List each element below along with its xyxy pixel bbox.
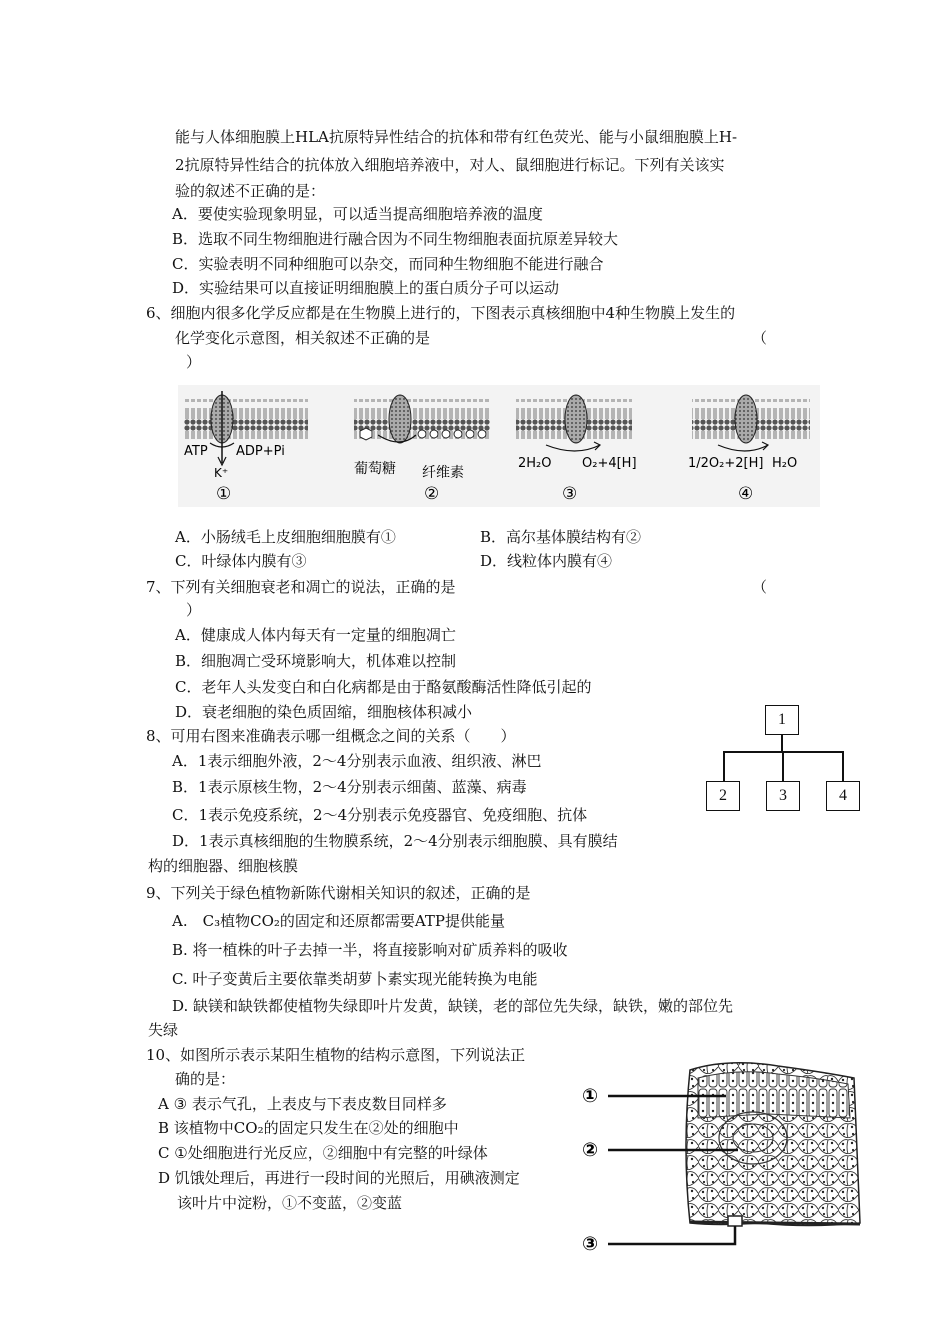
q5-line-3: 验的叙述不正确的是： (175, 182, 326, 200)
q10-option-d-cont: 该叶片中淀粉，①不变蓝，②变蓝 (177, 1194, 403, 1212)
q6-stem-line-1: 6、细胞内很多化学反应都是在生物膜上进行的，下图表示真核细胞中4种生物膜上发生的 (146, 304, 736, 322)
m2-glucose-label: 葡萄糖 (354, 461, 396, 477)
q8-option-d: D．1表示真核细胞的生物膜系统，2～4分别表示细胞膜、具有膜结 (172, 832, 618, 850)
leaf-label-1: ① (582, 1085, 599, 1107)
q6-option-a: A．小肠绒毛上皮细胞细胞膜有① (175, 528, 396, 546)
q6-stem-line-2: 化学变化示意图，相关叙述不正确的是 (175, 329, 431, 347)
q7-paren-open: （ (752, 578, 768, 596)
q8-option-c: C．1表示免疫系统，2～4分别表示免疫器官、免疫细胞、抗体 (172, 806, 588, 824)
q9-stem: 9、下列关于绿色植物新陈代谢相关知识的叙述，正确的是 (146, 884, 531, 902)
q10-stem-line-1: 10、如图所示表示某阳生植物的结构示意图，下列说法正 (146, 1046, 526, 1064)
q8-option-b: B．1表示原核生物，2～4分别表示细菌、蓝藻、病毒 (172, 778, 527, 796)
m1-atp-label: ATP (184, 444, 208, 459)
q7-option-c: C．老年人头发变白和白化病都是由于酪氨酸酶活性降低引起的 (175, 678, 592, 696)
q7-option-d: D．衰老细胞的染色质固缩，细胞核体积减小 (175, 703, 473, 721)
q5-line-2: 2抗原特异性结合的抗体放入细胞培养液中，对人、鼠细胞进行标记。下列有关该实 (175, 156, 725, 174)
q5-option-a: A．要使实验现象明显，可以适当提高细胞培养液的温度 (172, 205, 543, 223)
m2-number: ② (424, 484, 440, 504)
q9-option-c: C. 叶子变黄后主要依靠类胡萝卜素实现光能转换为电能 (172, 970, 538, 988)
q10-option-a: A ③ 表示气孔，上表皮与下表皮数目同样多 (158, 1095, 447, 1113)
q5-option-d: D．实验结果可以直接证明细胞膜上的蛋白质分子可以运动 (172, 279, 560, 297)
m3-oxygen-label: O₂+4[H] (582, 456, 637, 471)
m1-adp-label: ADP+Pi (236, 444, 285, 459)
q9-option-d-cont: 失绿 (148, 1021, 179, 1039)
q8-option-d-cont: 构的细胞器、细胞核膜 (148, 857, 299, 875)
q10-option-b: B 该植物中CO₂的固定只发生在②处的细胞中 (158, 1119, 459, 1137)
m3-number: ③ (562, 484, 578, 504)
m4-reactant-label: 1/2O₂+2[H] (688, 456, 764, 471)
q8-stem: 8、可用右图来准确表示哪一组概念之间的关系（ ） (146, 727, 516, 745)
q10-option-d: D 饥饿处理后，再进行一段时间的光照后，用碘液测定 (158, 1169, 520, 1187)
m2-cellulose-label: 纤维素 (422, 465, 464, 481)
m1-number: ① (216, 484, 232, 504)
q6-option-d: D．线粒体内膜有④ (480, 552, 613, 570)
m3-water-label: 2H₂O (518, 456, 552, 471)
q8-option-a: A．1表示细胞外液，2～4分别表示血液、组织液、淋巴 (172, 752, 542, 770)
leaf-label-2: ② (582, 1139, 599, 1161)
q6-option-c: C．叶绿体内膜有③ (175, 552, 307, 570)
q6-paren-open: （ (752, 329, 768, 347)
concept-box-1: 1 (765, 705, 799, 735)
m1-k-label: K⁺ (214, 466, 229, 480)
m4-water-label: H₂O (772, 456, 798, 471)
q6-option-b: B．高尔基体膜结构有② (480, 528, 642, 546)
q6-membrane-figure (178, 385, 820, 507)
concept-box-3: 3 (766, 781, 800, 811)
q7-option-a: A．健康成人体内每天有一定量的细胞凋亡 (175, 626, 456, 644)
q7-paren-close: ） (186, 601, 202, 619)
q9-option-b: B. 将一植株的叶子去掉一半，将直接影响对矿质养料的吸收 (172, 941, 568, 959)
leaf-label-3: ③ (582, 1233, 599, 1255)
q6-paren-close: ） (186, 353, 202, 371)
leaf-section-figure (578, 1058, 868, 1258)
q5-option-c: C．实验表明不同种细胞可以杂交，而同种生物细胞不能进行融合 (172, 255, 604, 273)
q9-option-d: D. 缺镁和缺铁都使植物失绿即叶片发黄，缺镁，老的部位先失绿，缺铁，嫩的部位先 (172, 997, 734, 1015)
q7-stem: 7、下列有关细胞衰老和凋亡的说法，正确的是 (146, 578, 456, 596)
concept-box-2: 2 (706, 781, 740, 811)
q10-option-c: C ①处细胞进行光反应，②细胞中有完整的叶绿体 (158, 1144, 488, 1162)
q5-option-b: B．选取不同生物细胞进行融合因为不同生物细胞表面抗原差异较大 (172, 230, 619, 248)
concept-box-4: 4 (826, 781, 860, 811)
q9-option-a: A. C₃植物CO₂的固定和还原都需要ATP提供能量 (172, 912, 505, 930)
q7-option-b: B．细胞凋亡受环境影响大，机体难以控制 (175, 652, 457, 670)
m4-number: ④ (738, 484, 754, 504)
q10-stem-line-2: 确的是： (175, 1070, 236, 1088)
q5-line-1: 能与人体细胞膜上HLA抗原特异性结合的抗体和带有红色荧光、能与小鼠细胞膜上H- (175, 128, 738, 146)
